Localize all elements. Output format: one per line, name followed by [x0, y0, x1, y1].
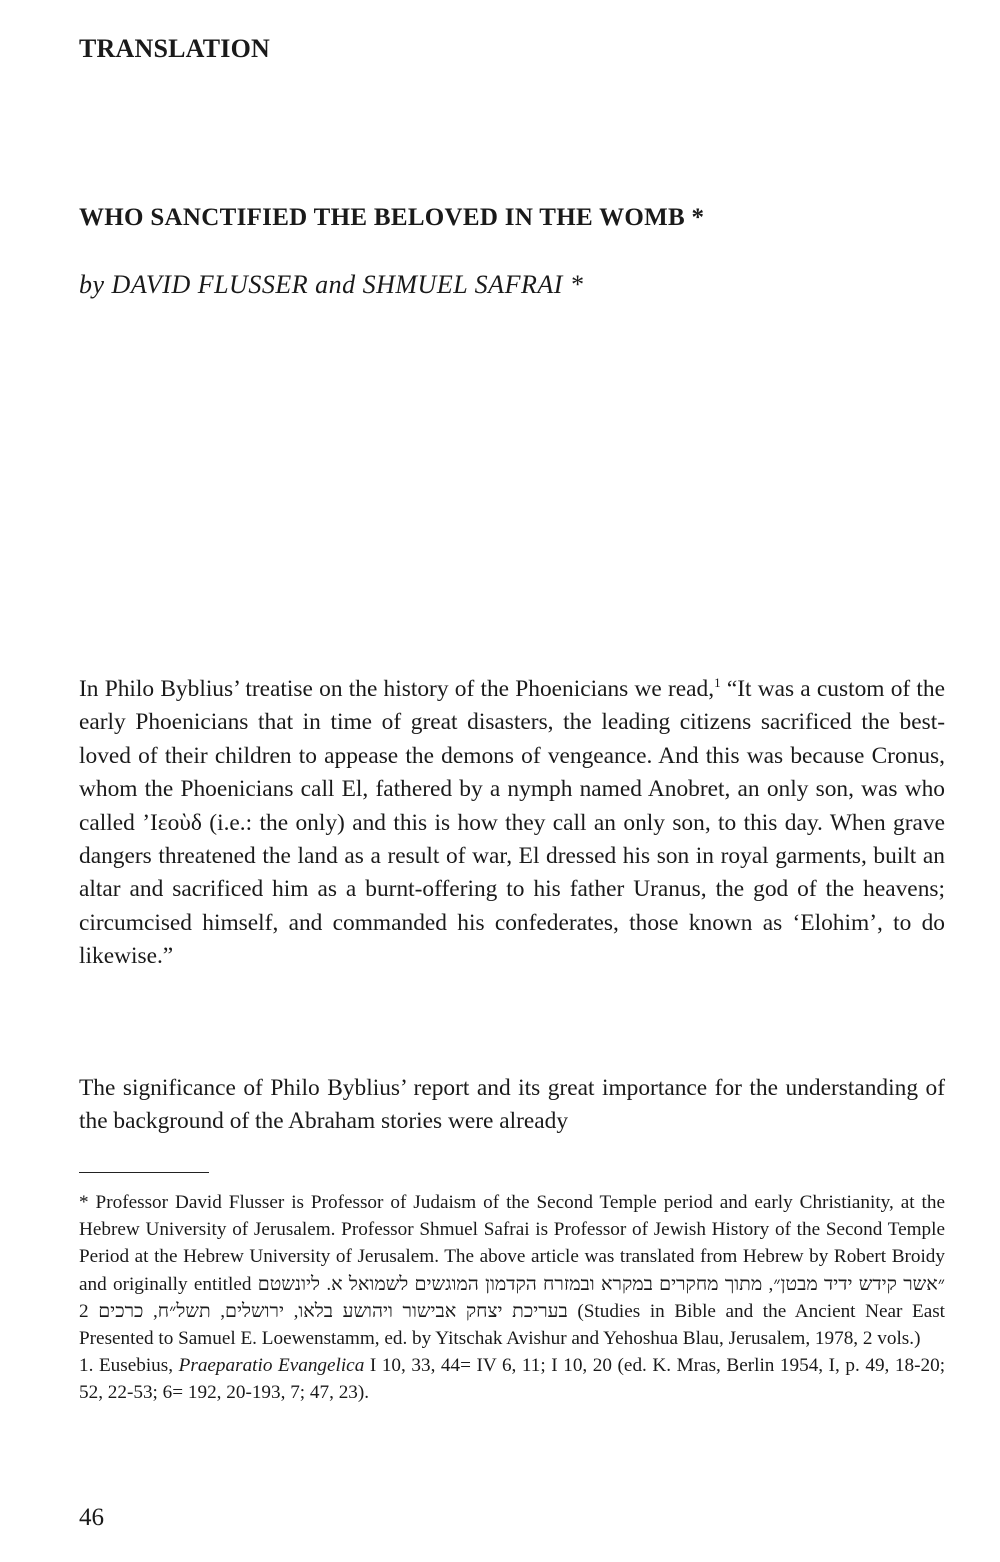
footnote-ref-1: 1: [714, 675, 721, 690]
body-paragraph-2: The significance of Philo Byblius’ report and its great importance for the understanding of the background of the Abraham stories were already: [79, 1075, 945, 1135]
footnote-divider: [79, 1172, 209, 1173]
footnote-1-citation: I 10, 33, 44= IV 6, 11; I 10, 20 (ed. K. Mras, Berlin 1954, I, p. 49, 18-20; 52, 22-53; 6= 192, 20-193, 7; 47, 23).: [79, 1355, 946, 1404]
footnote-1: [79, 1352, 945, 1406]
footnote-star-text: * Professor David Flusser is Professor of Judaism of the Second Temple period and early Christianity, at the Hebrew University of Jerusalem. Professor Shmuel Safrai is Professor of Jewish History of the Second Temple Period at the Hebrew University of Jerusalem. The above article was translated from Hebrew by Robert Broidy and originally entitled: [79, 1192, 945, 1295]
body-paragraph-1: [79, 673, 945, 974]
footnote-star-english-title: 2 (Studies in Bible and the Ancient Near East Presented to Samuel E. Loewenstamm, ed. by Yitschak Avishur and Yehoshua Blau, Jerusalem, 1978, 2 vols.): [79, 1300, 946, 1350]
page-number: 46: [79, 1504, 104, 1531]
article-title: WHO SANCTIFIED THE BELOVED IN THE WOMB *: [79, 204, 705, 231]
footnote-star: [79, 1189, 945, 1352]
section-label: TRANSLATION: [79, 34, 270, 63]
footnote-1-work-title: Praeparatio Evangelica: [178, 1355, 365, 1377]
footnote-1-prefix: 1. Eusebius,: [79, 1355, 174, 1377]
footnotes: [79, 1189, 945, 1407]
footnote-hebrew-title: ״אשר קידש ידיד מבטן״, מתוך מחקרים במקרא ובמזרח הקדמון המוגשים לשמואל א. ליונשטם בעריכת יצחק אבישור ויהושע בלאו, ירושלים, תשל״ח, כרכים: [98, 1273, 946, 1322]
paragraph-1-quote: “It was a custom of the early Phoenicians that in time of great disasters, the leading citizens sacrificed the best-loved of their children to appease the demons of vengeance. And this was because Cronus, whom the Phoenicians call El, fathered by a nymph named Anobret, an only son, was who called ’Ιεοὺδ (i.e.: the only) and this is how they call an only son, to this day. When grave dangers threatened the land as a result of war, El dressed his son in royal garments, built an altar and sacrificed him as a burnt-offering to his father Uranus, the god of the heavens; circumcised himself, and commanded his confederates, those known as ‘Elohim’, to do likewise.”: [79, 676, 945, 970]
byline: by DAVID FLUSSER and SHMUEL SAFRAI *: [79, 270, 584, 299]
paragraph-1-text: In Philo Byblius’ treatise on the history of the Phoenicians we read,: [79, 676, 715, 702]
